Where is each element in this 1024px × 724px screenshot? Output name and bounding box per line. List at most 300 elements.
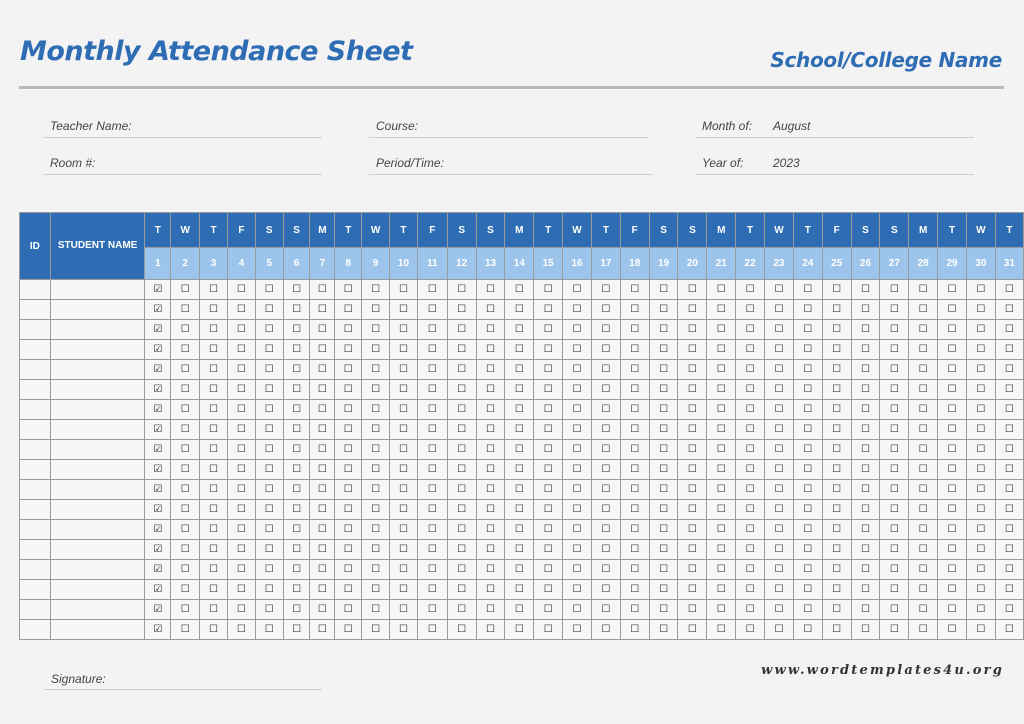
student-id-cell[interactable] [20, 500, 51, 520]
attendance-checkbox[interactable]: ☐ [255, 540, 283, 560]
attendance-checkbox[interactable]: ☐ [283, 580, 310, 600]
attendance-checkbox[interactable]: ☐ [534, 480, 563, 500]
attendance-checkbox[interactable]: ☐ [255, 520, 283, 540]
attendance-checkbox[interactable]: ☐ [620, 500, 649, 520]
attendance-checkbox[interactable]: ☐ [476, 460, 505, 480]
attendance-checkbox[interactable]: ☐ [534, 280, 563, 300]
attendance-checkbox[interactable]: ☐ [476, 560, 505, 580]
student-id-cell[interactable] [20, 360, 51, 380]
attendance-checkbox[interactable]: ☐ [851, 460, 880, 480]
attendance-checkbox[interactable]: ☐ [966, 600, 995, 620]
attendance-checkbox[interactable]: ☐ [563, 320, 592, 340]
attendance-checkbox[interactable]: ☐ [362, 520, 390, 540]
attendance-checkbox[interactable]: ☐ [880, 540, 909, 560]
attendance-checkbox[interactable]: ☐ [227, 360, 255, 380]
attendance-checkbox[interactable]: ☐ [736, 320, 765, 340]
attendance-checkbox[interactable]: ☐ [707, 400, 736, 420]
attendance-checkbox[interactable]: ☐ [283, 440, 310, 460]
attendance-checkbox[interactable]: ☐ [563, 620, 592, 640]
attendance-checkbox[interactable]: ☐ [283, 320, 310, 340]
attendance-checkbox[interactable]: ☐ [966, 340, 995, 360]
attendance-checkbox[interactable]: ☐ [909, 480, 938, 500]
attendance-checkbox[interactable]: ☐ [255, 320, 283, 340]
attendance-checkbox[interactable]: ☐ [736, 440, 765, 460]
attendance-checkbox[interactable]: ☐ [851, 500, 880, 520]
attendance-checkbox[interactable]: ☐ [591, 600, 620, 620]
attendance-checkbox[interactable]: ☐ [822, 340, 851, 360]
attendance-checkbox[interactable]: ☐ [822, 580, 851, 600]
attendance-checkbox[interactable]: ☐ [390, 440, 418, 460]
attendance-checkbox[interactable]: ☐ [793, 380, 822, 400]
attendance-checkbox[interactable]: ☐ [707, 520, 736, 540]
attendance-checkbox[interactable]: ☐ [227, 460, 255, 480]
student-id-cell[interactable] [20, 340, 51, 360]
attendance-checkbox[interactable]: ☐ [255, 400, 283, 420]
attendance-checkbox[interactable]: ☐ [966, 440, 995, 460]
attendance-checkbox[interactable]: ☐ [649, 300, 678, 320]
attendance-checkbox[interactable]: ☐ [171, 400, 200, 420]
attendance-checkbox[interactable]: ☐ [534, 540, 563, 560]
attendance-checkbox[interactable]: ☐ [966, 560, 995, 580]
attendance-checkbox[interactable]: ☐ [736, 520, 765, 540]
attendance-checkbox[interactable]: ☐ [649, 520, 678, 540]
attendance-checkbox[interactable]: ☐ [938, 340, 967, 360]
attendance-checkbox[interactable]: ☐ [362, 300, 390, 320]
attendance-checkbox[interactable]: ☐ [283, 400, 310, 420]
attendance-checkbox[interactable]: ☐ [736, 360, 765, 380]
attendance-checkbox[interactable]: ☐ [620, 420, 649, 440]
attendance-checkbox[interactable]: ☐ [171, 620, 200, 640]
attendance-checkbox[interactable]: ☐ [765, 560, 794, 580]
attendance-checkbox[interactable]: ☐ [310, 340, 335, 360]
attendance-checkbox[interactable]: ☐ [707, 460, 736, 480]
attendance-checkbox[interactable]: ☐ [200, 360, 228, 380]
attendance-checkbox[interactable]: ☐ [310, 380, 335, 400]
attendance-checkbox[interactable]: ☐ [707, 360, 736, 380]
attendance-checkbox[interactable]: ☐ [938, 440, 967, 460]
attendance-checkbox[interactable]: ☐ [283, 360, 310, 380]
attendance-checkbox[interactable]: ☐ [505, 440, 534, 460]
attendance-checkbox[interactable]: ☐ [563, 500, 592, 520]
attendance-checkbox[interactable]: ☐ [591, 300, 620, 320]
attendance-checkbox[interactable]: ☐ [255, 460, 283, 480]
attendance-checkbox[interactable]: ☐ [335, 420, 362, 440]
attendance-checkbox[interactable]: ☐ [476, 420, 505, 440]
attendance-checkbox[interactable]: ☐ [822, 380, 851, 400]
attendance-checkbox[interactable]: ☐ [310, 500, 335, 520]
attendance-checkbox[interactable]: ☐ [793, 280, 822, 300]
attendance-checkbox[interactable]: ☐ [447, 460, 476, 480]
attendance-checkbox[interactable]: ☐ [995, 580, 1023, 600]
attendance-checkbox[interactable]: ☐ [417, 560, 447, 580]
attendance-checkbox[interactable]: ☐ [822, 440, 851, 460]
attendance-checkbox[interactable]: ☐ [255, 280, 283, 300]
teacher-name-field[interactable] [43, 115, 322, 138]
attendance-checkbox[interactable]: ☐ [909, 620, 938, 640]
attendance-checkbox[interactable]: ☐ [476, 520, 505, 540]
attendance-checkbox[interactable]: ☐ [283, 480, 310, 500]
attendance-checkbox[interactable]: ☐ [505, 420, 534, 440]
attendance-checkbox[interactable]: ☐ [417, 620, 447, 640]
attendance-checkbox[interactable]: ☐ [362, 580, 390, 600]
room-field[interactable] [43, 152, 322, 175]
attendance-checkbox[interactable]: ☐ [793, 560, 822, 580]
attendance-checkbox[interactable]: ☐ [620, 580, 649, 600]
attendance-checkbox[interactable]: ☐ [200, 600, 228, 620]
attendance-checkbox[interactable]: ☐ [505, 340, 534, 360]
attendance-checkbox[interactable]: ☐ [447, 360, 476, 380]
attendance-checkbox-checked[interactable]: ☑ [145, 600, 171, 620]
attendance-checkbox[interactable]: ☐ [765, 620, 794, 640]
attendance-checkbox[interactable]: ☐ [793, 520, 822, 540]
student-name-cell[interactable] [50, 620, 145, 640]
attendance-checkbox[interactable]: ☐ [822, 280, 851, 300]
attendance-checkbox[interactable]: ☐ [390, 380, 418, 400]
attendance-checkbox[interactable]: ☐ [417, 400, 447, 420]
student-name-cell[interactable] [50, 520, 145, 540]
attendance-checkbox[interactable]: ☐ [620, 600, 649, 620]
attendance-checkbox[interactable]: ☐ [227, 340, 255, 360]
attendance-checkbox[interactable]: ☐ [880, 620, 909, 640]
attendance-checkbox[interactable]: ☐ [649, 280, 678, 300]
attendance-checkbox[interactable]: ☐ [822, 620, 851, 640]
attendance-checkbox[interactable]: ☐ [851, 540, 880, 560]
attendance-checkbox[interactable]: ☐ [335, 300, 362, 320]
student-id-cell[interactable] [20, 520, 51, 540]
attendance-checkbox[interactable]: ☐ [362, 480, 390, 500]
attendance-checkbox[interactable]: ☐ [255, 440, 283, 460]
attendance-checkbox[interactable]: ☐ [335, 320, 362, 340]
attendance-checkbox[interactable]: ☐ [851, 360, 880, 380]
attendance-checkbox[interactable]: ☐ [335, 440, 362, 460]
attendance-checkbox[interactable]: ☐ [995, 520, 1023, 540]
student-id-cell[interactable] [20, 600, 51, 620]
attendance-checkbox[interactable]: ☐ [534, 380, 563, 400]
attendance-checkbox[interactable]: ☐ [200, 380, 228, 400]
attendance-checkbox[interactable]: ☐ [736, 420, 765, 440]
attendance-checkbox[interactable]: ☐ [283, 560, 310, 580]
attendance-checkbox[interactable]: ☐ [822, 560, 851, 580]
attendance-checkbox[interactable]: ☐ [765, 580, 794, 600]
attendance-checkbox[interactable]: ☐ [995, 340, 1023, 360]
attendance-checkbox[interactable]: ☐ [171, 340, 200, 360]
attendance-checkbox[interactable]: ☐ [171, 500, 200, 520]
attendance-checkbox[interactable]: ☐ [995, 380, 1023, 400]
attendance-checkbox[interactable]: ☐ [880, 580, 909, 600]
attendance-checkbox[interactable]: ☐ [417, 380, 447, 400]
attendance-checkbox[interactable]: ☐ [736, 600, 765, 620]
attendance-checkbox[interactable]: ☐ [417, 320, 447, 340]
attendance-checkbox[interactable]: ☐ [505, 400, 534, 420]
attendance-checkbox[interactable]: ☐ [649, 340, 678, 360]
attendance-checkbox[interactable]: ☐ [966, 380, 995, 400]
attendance-checkbox[interactable]: ☐ [678, 400, 707, 420]
attendance-checkbox[interactable]: ☐ [995, 540, 1023, 560]
attendance-checkbox[interactable]: ☐ [534, 500, 563, 520]
attendance-checkbox[interactable]: ☐ [200, 440, 228, 460]
attendance-checkbox[interactable]: ☐ [909, 280, 938, 300]
attendance-checkbox[interactable]: ☐ [390, 400, 418, 420]
attendance-checkbox[interactable]: ☐ [534, 300, 563, 320]
attendance-checkbox[interactable]: ☐ [909, 460, 938, 480]
attendance-checkbox[interactable]: ☐ [765, 600, 794, 620]
attendance-checkbox-checked[interactable]: ☑ [145, 440, 171, 460]
attendance-checkbox[interactable]: ☐ [966, 280, 995, 300]
attendance-checkbox[interactable]: ☐ [417, 500, 447, 520]
attendance-checkbox[interactable]: ☐ [880, 460, 909, 480]
attendance-checkbox[interactable]: ☐ [390, 320, 418, 340]
attendance-checkbox[interactable]: ☐ [591, 460, 620, 480]
attendance-checkbox[interactable]: ☐ [649, 560, 678, 580]
attendance-checkbox[interactable]: ☐ [200, 620, 228, 640]
attendance-checkbox[interactable]: ☐ [678, 420, 707, 440]
attendance-checkbox[interactable]: ☐ [362, 440, 390, 460]
attendance-checkbox[interactable]: ☐ [227, 560, 255, 580]
attendance-checkbox[interactable]: ☐ [909, 600, 938, 620]
attendance-checkbox[interactable]: ☐ [909, 540, 938, 560]
attendance-checkbox[interactable]: ☐ [678, 620, 707, 640]
attendance-checkbox[interactable]: ☐ [283, 280, 310, 300]
attendance-checkbox[interactable]: ☐ [765, 500, 794, 520]
attendance-checkbox[interactable]: ☐ [447, 600, 476, 620]
attendance-checkbox[interactable]: ☐ [966, 360, 995, 380]
attendance-checkbox[interactable]: ☐ [505, 300, 534, 320]
attendance-checkbox[interactable]: ☐ [995, 460, 1023, 480]
attendance-checkbox[interactable]: ☐ [200, 480, 228, 500]
attendance-checkbox[interactable]: ☐ [765, 280, 794, 300]
attendance-checkbox[interactable]: ☐ [335, 480, 362, 500]
attendance-checkbox[interactable]: ☐ [476, 480, 505, 500]
attendance-checkbox[interactable]: ☐ [591, 400, 620, 420]
attendance-checkbox[interactable]: ☐ [255, 600, 283, 620]
attendance-checkbox[interactable]: ☐ [822, 360, 851, 380]
attendance-checkbox[interactable]: ☐ [707, 320, 736, 340]
attendance-checkbox[interactable]: ☐ [880, 300, 909, 320]
attendance-checkbox-checked[interactable]: ☑ [145, 500, 171, 520]
attendance-checkbox[interactable]: ☐ [310, 600, 335, 620]
attendance-checkbox[interactable]: ☐ [822, 400, 851, 420]
attendance-checkbox[interactable]: ☐ [736, 340, 765, 360]
attendance-checkbox[interactable]: ☐ [563, 600, 592, 620]
attendance-checkbox[interactable]: ☐ [591, 320, 620, 340]
attendance-checkbox[interactable]: ☐ [995, 320, 1023, 340]
attendance-checkbox[interactable]: ☐ [227, 300, 255, 320]
attendance-checkbox[interactable]: ☐ [678, 520, 707, 540]
attendance-checkbox[interactable]: ☐ [678, 340, 707, 360]
attendance-checkbox[interactable]: ☐ [563, 580, 592, 600]
attendance-checkbox[interactable]: ☐ [563, 300, 592, 320]
attendance-checkbox[interactable]: ☐ [966, 420, 995, 440]
attendance-checkbox[interactable]: ☐ [678, 320, 707, 340]
attendance-checkbox[interactable]: ☐ [620, 320, 649, 340]
attendance-checkbox[interactable]: ☐ [793, 320, 822, 340]
attendance-checkbox[interactable]: ☐ [678, 360, 707, 380]
attendance-checkbox[interactable]: ☐ [707, 500, 736, 520]
attendance-checkbox[interactable]: ☐ [310, 420, 335, 440]
attendance-checkbox[interactable]: ☐ [534, 440, 563, 460]
attendance-checkbox[interactable]: ☐ [362, 500, 390, 520]
attendance-checkbox[interactable]: ☐ [966, 500, 995, 520]
attendance-checkbox[interactable]: ☐ [476, 400, 505, 420]
attendance-checkbox[interactable]: ☐ [707, 540, 736, 560]
attendance-checkbox[interactable]: ☐ [707, 480, 736, 500]
attendance-checkbox[interactable]: ☐ [447, 500, 476, 520]
attendance-checkbox[interactable]: ☐ [200, 500, 228, 520]
attendance-checkbox[interactable]: ☐ [476, 280, 505, 300]
attendance-checkbox[interactable]: ☐ [822, 520, 851, 540]
attendance-checkbox[interactable]: ☐ [283, 600, 310, 620]
attendance-checkbox[interactable]: ☐ [678, 500, 707, 520]
attendance-checkbox[interactable]: ☐ [200, 320, 228, 340]
attendance-checkbox[interactable]: ☐ [310, 520, 335, 540]
attendance-checkbox[interactable]: ☐ [851, 380, 880, 400]
attendance-checkbox[interactable]: ☐ [283, 520, 310, 540]
attendance-checkbox[interactable]: ☐ [390, 480, 418, 500]
attendance-checkbox[interactable]: ☐ [171, 440, 200, 460]
attendance-checkbox[interactable]: ☐ [171, 580, 200, 600]
attendance-checkbox[interactable]: ☐ [880, 280, 909, 300]
attendance-checkbox[interactable]: ☐ [171, 300, 200, 320]
course-field[interactable] [369, 115, 648, 138]
attendance-checkbox[interactable]: ☐ [335, 360, 362, 380]
attendance-checkbox[interactable]: ☐ [171, 460, 200, 480]
attendance-checkbox[interactable]: ☐ [255, 360, 283, 380]
attendance-checkbox[interactable]: ☐ [591, 520, 620, 540]
attendance-checkbox[interactable]: ☐ [227, 600, 255, 620]
attendance-checkbox[interactable]: ☐ [200, 300, 228, 320]
attendance-checkbox[interactable]: ☐ [362, 560, 390, 580]
attendance-checkbox[interactable]: ☐ [909, 380, 938, 400]
attendance-checkbox[interactable]: ☐ [227, 620, 255, 640]
attendance-checkbox[interactable]: ☐ [227, 320, 255, 340]
attendance-checkbox[interactable]: ☐ [649, 460, 678, 480]
attendance-checkbox[interactable]: ☐ [505, 320, 534, 340]
attendance-checkbox[interactable]: ☐ [283, 540, 310, 560]
attendance-checkbox[interactable]: ☐ [310, 480, 335, 500]
attendance-checkbox[interactable]: ☐ [227, 500, 255, 520]
attendance-checkbox[interactable]: ☐ [620, 540, 649, 560]
attendance-checkbox[interactable]: ☐ [909, 360, 938, 380]
attendance-checkbox-checked[interactable]: ☑ [145, 320, 171, 340]
attendance-checkbox-checked[interactable]: ☑ [145, 560, 171, 580]
attendance-checkbox[interactable]: ☐ [310, 580, 335, 600]
attendance-checkbox[interactable]: ☐ [851, 300, 880, 320]
attendance-checkbox[interactable]: ☐ [447, 380, 476, 400]
attendance-checkbox[interactable]: ☐ [851, 480, 880, 500]
attendance-checkbox[interactable]: ☐ [678, 380, 707, 400]
attendance-checkbox[interactable]: ☐ [563, 400, 592, 420]
attendance-checkbox[interactable]: ☐ [447, 580, 476, 600]
attendance-checkbox[interactable]: ☐ [390, 300, 418, 320]
attendance-checkbox-checked[interactable]: ☑ [145, 620, 171, 640]
attendance-checkbox[interactable]: ☐ [390, 360, 418, 380]
attendance-checkbox[interactable]: ☐ [447, 620, 476, 640]
attendance-checkbox[interactable]: ☐ [476, 300, 505, 320]
attendance-checkbox[interactable]: ☐ [255, 380, 283, 400]
attendance-checkbox[interactable]: ☐ [880, 400, 909, 420]
attendance-checkbox[interactable]: ☐ [534, 320, 563, 340]
student-name-cell[interactable] [50, 320, 145, 340]
attendance-checkbox[interactable]: ☐ [649, 320, 678, 340]
attendance-checkbox[interactable]: ☐ [310, 280, 335, 300]
attendance-checkbox[interactable]: ☐ [620, 620, 649, 640]
attendance-checkbox[interactable]: ☐ [736, 400, 765, 420]
attendance-checkbox[interactable]: ☐ [390, 600, 418, 620]
attendance-checkbox[interactable]: ☐ [227, 280, 255, 300]
attendance-checkbox-checked[interactable]: ☑ [145, 360, 171, 380]
attendance-checkbox[interactable]: ☐ [335, 600, 362, 620]
attendance-checkbox[interactable]: ☐ [938, 600, 967, 620]
attendance-checkbox[interactable]: ☐ [995, 560, 1023, 580]
attendance-checkbox[interactable]: ☐ [283, 460, 310, 480]
attendance-checkbox[interactable]: ☐ [995, 300, 1023, 320]
attendance-checkbox[interactable]: ☐ [880, 360, 909, 380]
attendance-checkbox[interactable]: ☐ [447, 300, 476, 320]
attendance-checkbox-checked[interactable]: ☑ [145, 520, 171, 540]
attendance-checkbox[interactable]: ☐ [417, 600, 447, 620]
attendance-checkbox[interactable]: ☐ [171, 560, 200, 580]
attendance-checkbox[interactable]: ☐ [938, 400, 967, 420]
attendance-checkbox[interactable]: ☐ [200, 400, 228, 420]
attendance-checkbox[interactable]: ☐ [793, 440, 822, 460]
attendance-checkbox[interactable]: ☐ [678, 560, 707, 580]
attendance-checkbox[interactable]: ☐ [447, 340, 476, 360]
attendance-checkbox[interactable]: ☐ [171, 380, 200, 400]
student-id-cell[interactable] [20, 420, 51, 440]
attendance-checkbox[interactable]: ☐ [620, 560, 649, 580]
student-name-cell[interactable] [50, 500, 145, 520]
student-name-cell[interactable] [50, 480, 145, 500]
attendance-checkbox[interactable]: ☐ [736, 540, 765, 560]
attendance-checkbox[interactable]: ☐ [966, 400, 995, 420]
attendance-checkbox[interactable]: ☐ [851, 320, 880, 340]
attendance-checkbox[interactable]: ☐ [505, 360, 534, 380]
attendance-checkbox[interactable]: ☐ [335, 580, 362, 600]
attendance-checkbox[interactable]: ☐ [678, 460, 707, 480]
student-name-cell[interactable] [50, 380, 145, 400]
attendance-checkbox[interactable]: ☐ [476, 320, 505, 340]
attendance-checkbox[interactable]: ☐ [390, 340, 418, 360]
attendance-checkbox[interactable]: ☐ [995, 400, 1023, 420]
attendance-checkbox[interactable]: ☐ [880, 420, 909, 440]
attendance-checkbox[interactable]: ☐ [310, 300, 335, 320]
attendance-checkbox[interactable]: ☐ [563, 440, 592, 460]
attendance-checkbox[interactable]: ☐ [966, 620, 995, 640]
attendance-checkbox[interactable]: ☐ [447, 480, 476, 500]
attendance-checkbox[interactable]: ☐ [995, 600, 1023, 620]
attendance-checkbox[interactable]: ☐ [390, 520, 418, 540]
attendance-checkbox[interactable]: ☐ [255, 580, 283, 600]
attendance-checkbox[interactable]: ☐ [390, 500, 418, 520]
attendance-checkbox[interactable]: ☐ [995, 360, 1023, 380]
student-name-cell[interactable] [50, 540, 145, 560]
attendance-checkbox[interactable]: ☐ [909, 420, 938, 440]
attendance-checkbox[interactable]: ☐ [283, 500, 310, 520]
attendance-checkbox[interactable]: ☐ [200, 460, 228, 480]
attendance-checkbox[interactable]: ☐ [736, 500, 765, 520]
attendance-checkbox[interactable]: ☐ [966, 320, 995, 340]
attendance-checkbox[interactable]: ☐ [793, 480, 822, 500]
attendance-checkbox[interactable]: ☐ [362, 620, 390, 640]
attendance-checkbox[interactable]: ☐ [171, 520, 200, 540]
attendance-checkbox[interactable]: ☐ [793, 620, 822, 640]
attendance-checkbox[interactable]: ☐ [200, 420, 228, 440]
attendance-checkbox[interactable]: ☐ [995, 420, 1023, 440]
attendance-checkbox-checked[interactable]: ☑ [145, 400, 171, 420]
attendance-checkbox[interactable]: ☐ [851, 580, 880, 600]
attendance-checkbox[interactable]: ☐ [534, 520, 563, 540]
attendance-checkbox[interactable]: ☐ [171, 600, 200, 620]
